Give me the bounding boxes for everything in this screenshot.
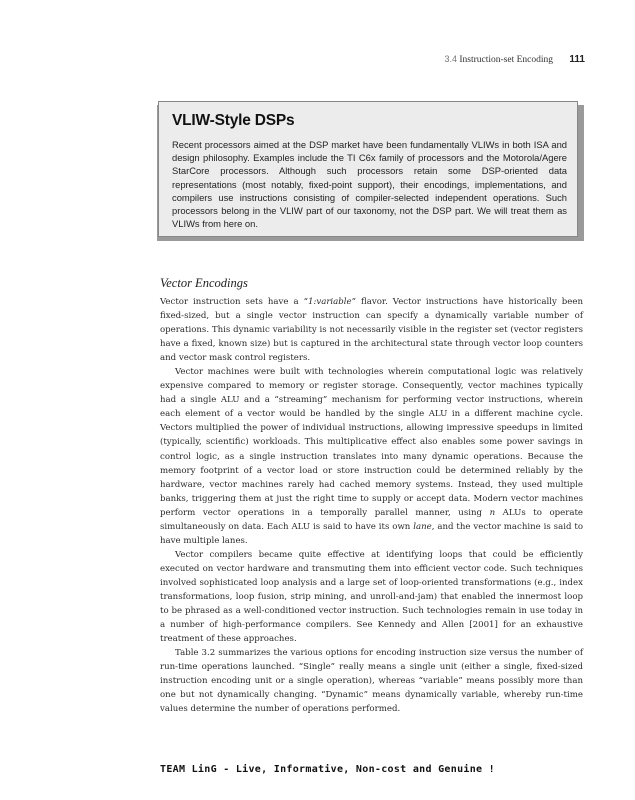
sidebar-box-text: Recent processors aimed at the DSP market have been fundamentally VLIWs in both ISA and design philosophy. Examples include the TI C6x family of processors and the Motorola/Agere StarCore processors. Although such processors retain some DSP-oriented data representations (most notably, fixed-point support), their encodings, implementations, and compilers use instructions consisting of compiler-selected independent operations. Such processors belong in the VLIW part of our taxonomy, not the DSP part. We will treat them as VLIWs from here on.: [172, 139, 567, 230]
paragraph-2: Vector machines were built with technologies wherein computational logic was relatively expensive compared to memory or register storage. Consequently, vector machines typically had a single ALU and a “streaming” mechanism for performing vector instructions, wherein each element of a vector would be handled by the single ALU in a different machine cycle. Vectors multiplied the power of individual instructions, allowing impressive speedups in limited (typically, scientific) workloads. This multiplicative effect also enables some power savings in control logic, as a single instruction translates into many dynamic operations. Because the memory footprint of a vector load or store instruction could be determined reliably by the hardware, vector machines rarely had cached memory systems. Instead, they used multiple banks, triggering them at just the right time to supply or accept data. Modern vector machines perform vector operations in a temporally parallel manner, using n ALUs to operate simultaneously on data. Each ALU is said to have its own lane, and the vector machine is said to have multiple lanes.: [160, 367, 584, 546]
section-heading: Vector Encodings: [160, 276, 248, 290]
sidebar-box: [158, 101, 578, 237]
body-text: [160, 295, 583, 716]
page-number: 111: [569, 54, 585, 65]
footer-watermark: TEAM LinG - Live, Informative, Non-cost and Genuine !: [160, 764, 495, 775]
paragraph-1: Vector instruction sets have a “1:variable” flavor. Vector instructions have historically been fixed-sized, but a single vector instruction can specify a dynamically variable number of operations. This dynamic variability is not necessarily visible in the register set (vector registers have a fixed, known size) but is captured in the architectural state through vector loop counters and vector mask control registers.: [160, 297, 583, 364]
paragraph-4: Table 3.2 summarizes the various options for encoding instruction size versus the number of run-time operations launched. “Single” really means a single unit (either a single, fixed-sized instruction encoding unit or a single operation), whereas “variable” means possibly more than one but not dynamically changing. “Dynamic” means dynamically variable, whereby run-time values determine the number of operations performed.: [160, 648, 583, 715]
paragraph-3: Vector compilers became quite effective at identifying loops that could be efficiently executed on vector hardware and transmuting them into efficient vector code. Such techniques involved sophisticated loop analysis and a large set of loop-oriented transformations (e.g., index transformations, loop fusion, strip mining, and unroll-and-jam) that enabled the innermost loop to be phrased as a well-conditioned vector instruction. Such technologies remain in use today in a number of high-performance compilers. See Kennedy and Allen [2001] for an exhaustive treatment of these approaches.: [160, 549, 583, 645]
header-section-number: 3.4: [444, 54, 457, 64]
sidebar-box-title: VLIW-Style DSPs: [172, 112, 295, 129]
header-section-title: Instruction-set Encoding: [459, 55, 554, 65]
running-header: [444, 54, 585, 65]
